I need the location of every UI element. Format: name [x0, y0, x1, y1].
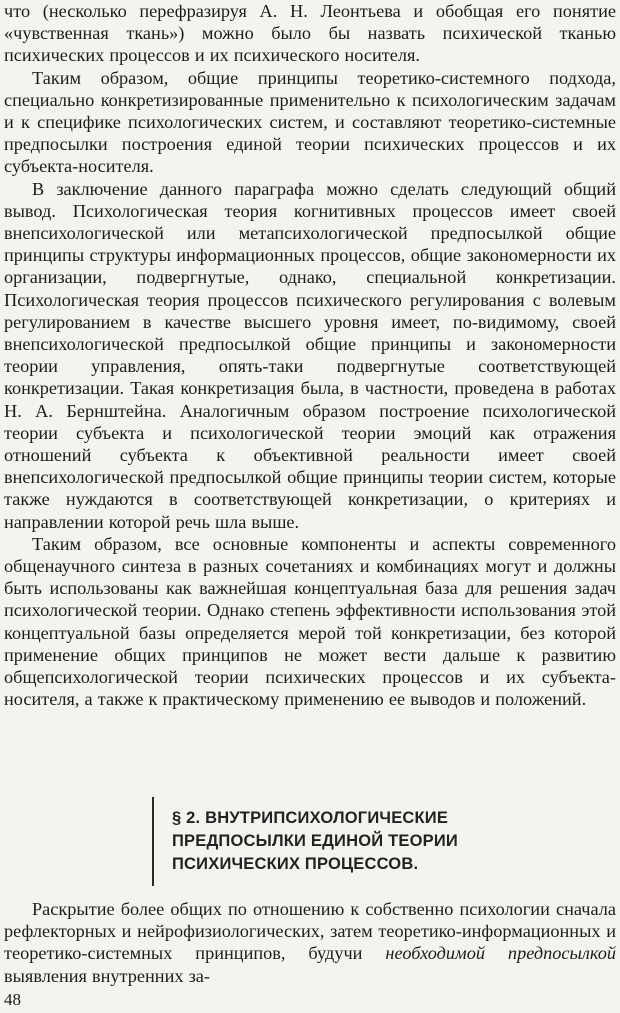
paragraph-5-start: Раскрытие более общих по отношению к собственно психологии сначала рефлекторных и нейрофизиологических, затем теоретико-информационных и теоретико-системных принципов, будучи: [4, 899, 616, 964]
paragraph-5-emphasis: необходимой предпосылкой: [385, 943, 616, 964]
paragraph-1: что (несколько перефразируя А. Н. Леонтьева и обобщая его понятие «чувственная ткань») можно было бы назвать психической тканью психических процессов и их психического носителя.: [4, 1, 616, 66]
paragraph-4: Таким образом, все основные компоненты и аспекты современного общенаучного синтеза в разных сочетаниях и комбинациях могут и должны быть использованы как важнейшая концептуальная база для решения задач психологической теории. Однако степень эффективности использования этой концептуальной базы определяется мерой той конкретизации, без которой применение общих принципов не может вести дальше к развитию общепсихологической теории психических процессов и их субъекта-носителя, а также к практическому применению ее выводов и положений.: [4, 533, 616, 710]
page-number: 48: [4, 990, 21, 1009]
body-text: [4, 0, 616, 711]
paragraph-5: [4, 898, 616, 987]
paragraph-5-end: выявления внутренних за-: [4, 965, 211, 986]
heading-line-2: ПРЕДПОСЫЛКИ ЕДИНОЙ ТЕОРИИ: [172, 832, 458, 850]
paragraph-2: Таким образом, общие принципы теоретико-системного подхода, специально конкретизированные применительно к психологическим задачам и к специфике психологических систем, и составляют теоретико-системные предпосылки построения единой теории психических процессов и их субъекта-носителя.: [4, 67, 616, 177]
heading-line-1: § 2. ВНУТРИПСИХОЛОГИЧЕСКИЕ: [172, 809, 449, 827]
heading-line-3: ПСИХИЧЕСКИХ ПРОЦЕССОВ.: [172, 855, 419, 873]
section-intro: [4, 898, 616, 987]
section-heading: [152, 797, 458, 886]
paragraph-3: В заключение данного параграфа можно сделать следующий общий вывод. Психологическая теория когнитивных процессов имеет своей внепсихологической или метапсихологической предпосылкой общие принципы структуры информационных процессов, общие закономерности их организации, подвергнутые, однако, специальной конкретизации. Психологическая теория процессов психического регулирования с волевым регулированием в качестве высшего уровня имеет, по-видимому, своей внепсихологической предпосылкой общие принципы и закономерности теории управления, опять-таки подвергнутые соответствующей конкретизации. Такая конкретизация была, в частности, проведена в работах Н. А. Бернштейна. Аналогичным образом построение психологической теории субъекта и психологической теории эмоций как отражения отношений субъекта к объективной реальности имеет своей внепсихологической предпосылкой общие принципы теории систем, которые также нуждаются в соответствующей конкретизации, о критериях и направлении которой речь шла выше.: [4, 178, 616, 532]
